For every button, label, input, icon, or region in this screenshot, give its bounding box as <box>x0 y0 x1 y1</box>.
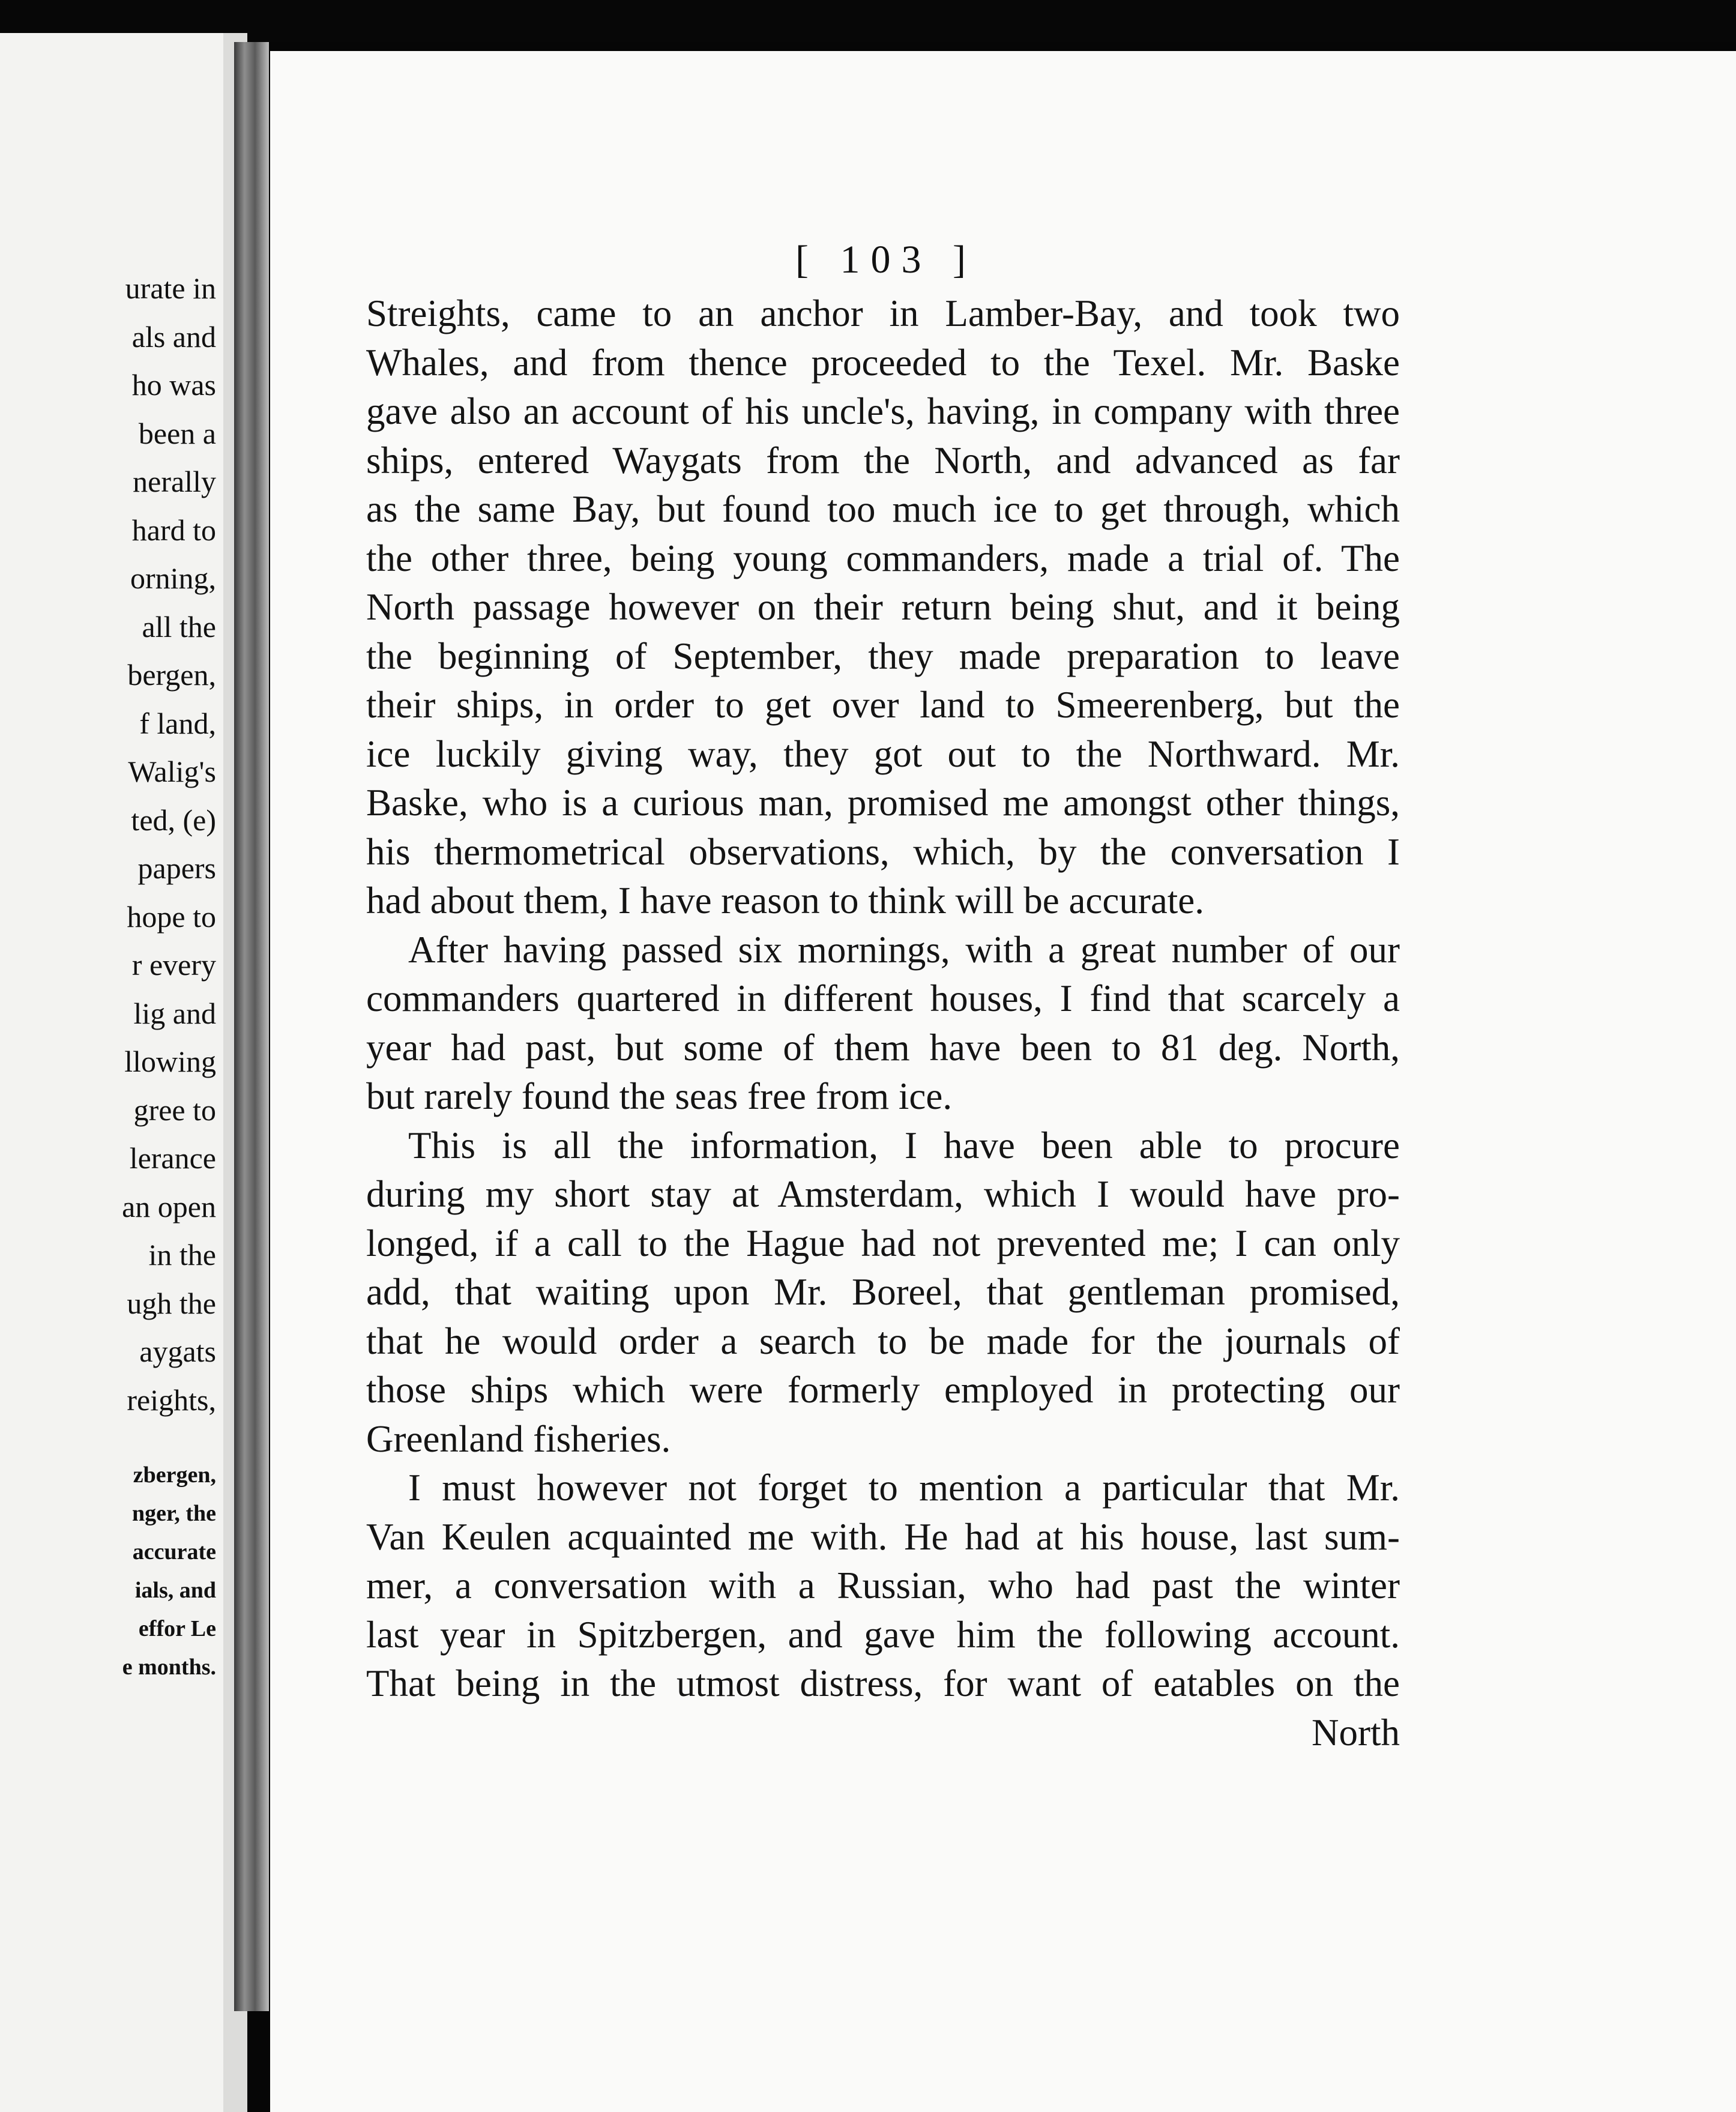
facing-page-line: hope to <box>127 899 216 934</box>
facing-page-line: been a <box>138 416 216 450</box>
page-edge-shadow <box>234 42 269 2011</box>
facing-page-line: f land, <box>139 706 216 740</box>
text-line: his thermometrical observations, which, by the conversation I <box>366 830 1400 873</box>
facing-page-line: an open <box>122 1189 216 1223</box>
facing-page-line: papers <box>137 851 216 885</box>
text-line: Baske, who is a curious man, promised me amongst other things, <box>366 782 1400 824</box>
facing-page-line: ugh the <box>127 1286 216 1320</box>
facing-page-line: hard to <box>131 513 216 547</box>
page-number: [ 103 ] <box>795 238 977 282</box>
facing-page-note-line: effor Le <box>138 1616 216 1641</box>
paragraph <box>366 1464 1400 1709</box>
facing-page-line: r every <box>131 948 216 982</box>
text-line: but rarely found the seas free from ice. <box>366 1075 953 1117</box>
text-line: This is all the information, I have been able to procure <box>408 1124 1400 1166</box>
scan-top-border <box>0 0 1736 42</box>
facing-page-line: all the <box>142 609 216 644</box>
facing-page-line: bergen, <box>127 658 216 692</box>
facing-page-line: nerally <box>133 465 216 498</box>
text-line: ships, entered Waygats from the North, and advanced as far <box>366 439 1400 481</box>
facing-page-line: lerance <box>129 1141 216 1175</box>
facing-page-note-line: ials, and <box>134 1578 216 1603</box>
text-line: as the same Bay, but found too much ice to get through, which <box>366 488 1400 530</box>
facing-page-line: Walig's <box>128 755 216 788</box>
text-line: those ships which were formerly employed in protecting our <box>366 1369 1400 1411</box>
facing-page-line: ho was <box>131 368 216 402</box>
text-line: mer, a conversation with a Russian, who had past the winter <box>366 1564 1400 1607</box>
text-line: year had past, but some of them have been to 81 deg. North, <box>366 1026 1400 1069</box>
paragraph <box>366 1121 1400 1464</box>
facing-page-note-line: e months. <box>122 1655 216 1680</box>
facing-page-line: llowing <box>124 1045 216 1078</box>
paragraph <box>366 289 1400 926</box>
text-line: the other three, being young commanders, made a trial of. The <box>366 537 1400 579</box>
facing-page-line: als and <box>131 319 216 354</box>
catchword: North <box>1312 1711 1400 1754</box>
facing-page-line: reights, <box>127 1383 216 1417</box>
text-line: I must however not forget to mention a particular that Mr. <box>408 1467 1400 1509</box>
facing-page-line: ted, (e) <box>131 803 216 837</box>
facing-page-note-line: zbergen, <box>133 1462 216 1488</box>
text-line: during my short stay at Amsterdam, which I would have pro- <box>366 1173 1400 1215</box>
facing-page-note-line: accurate <box>132 1539 216 1564</box>
text-line: longed, if a call to the Hague had not prevented me; I can only <box>366 1222 1400 1264</box>
text-line: North passage however on their return being shut, and it being <box>366 586 1400 628</box>
facing-page-line: urate in <box>125 271 216 305</box>
body-text <box>366 289 1400 1757</box>
text-line: add, that waiting upon Mr. Boreel, that gentleman promised, <box>366 1271 1400 1313</box>
text-line: That being in the utmost distress, for want of eatables on the <box>366 1662 1400 1704</box>
facing-page-note-line: nger, the <box>131 1501 216 1526</box>
text-line: Whales, and from thence proceeded to the Texel. Mr. Baske <box>366 341 1400 384</box>
text-line: the beginning of September, they made preparation to leave <box>366 635 1400 677</box>
text-line: gave also an account of his uncle's, having, in company with three <box>366 390 1400 432</box>
facing-page-line: orning, <box>130 561 216 595</box>
paragraph <box>366 926 1400 1121</box>
facing-page-line: in the <box>148 1238 216 1272</box>
text-line: had about them, I have reason to think will be accurate. <box>366 879 1204 922</box>
facing-page-fragment <box>0 33 223 2112</box>
text-line: their ships, in order to get over land to Smeerenberg, but the <box>366 684 1400 726</box>
text-line: After having passed six mornings, with a great number of our <box>408 928 1400 971</box>
text-line: last year in Spitzbergen, and gave him the following account. <box>366 1613 1400 1656</box>
facing-page-line: aygats <box>139 1335 216 1368</box>
text-line: commanders quartered in different houses, I find that scarcely a <box>366 977 1400 1019</box>
text-line: ice luckily giving way, they got out to the Northward. Mr. <box>366 732 1400 775</box>
text-line: Streights, came to an anchor in Lamber-Bay, and took two <box>366 292 1400 334</box>
facing-page-line: lig and <box>133 996 216 1030</box>
text-line: that he would order a search to be made for the journals of <box>366 1320 1400 1362</box>
facing-page-line: gree to <box>133 1093 216 1127</box>
text-line: Van Keulen acquainted me with. He had at his house, last sum- <box>366 1515 1400 1558</box>
text-line: Greenland fisheries. <box>366 1417 671 1460</box>
